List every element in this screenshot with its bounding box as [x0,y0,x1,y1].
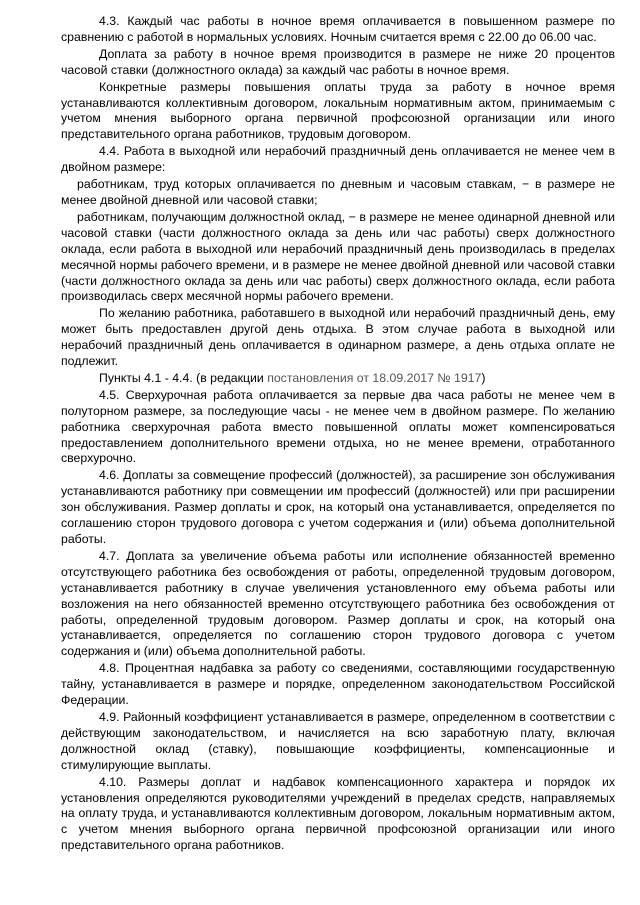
paragraph-hourly-workers: работникам, труд которых оплачивается по дневным и часовым ставкам, − в размере не менее двойной дневной или часовой ставки; [61,177,615,207]
paragraph-4-7: 4.7. Доплата за увеличение объема работы или исполнение обязанностей временно отсутствующего работника без освобождения от работы, определенной трудовым договором, устанавливается работнику в случае увеличения установленного ему объема работы или возложения на него обязанностей временно отсутствующего работника без освобождения от работы, определенной трудовым договором. Размер доплаты и срок, на который она устанавливается, определяется по соглашению сторон трудового договора с учетом содержания и (или) объема дополнительной работы. [61,548,615,659]
amendment-note [61,371,615,387]
paragraph-day-off: По желанию работника, работавшего в выходной или нерабочий праздничный день, ему может быть предоставлен другой день отдыха. В этом случае работа в выходной или нерабочий праздничный день оплачивается в одинарном размере, а день отдыха оплате не подлежит. [61,306,615,369]
paragraph-4-6: 4.6. Доплаты за совмещение профессий (должностей), за расширение зон обслуживания устанавливаются работнику при совмещении им профессий (должностей) или при расширении зон обслуживания. Размер доплаты и срок, на который она устанавливается, определяется по соглашению сторон трудового договора с учетом содержания и (или) объема дополнительной работы. [61,468,615,546]
paragraph-salaried-workers: работникам, получающим должностной оклад, − в размере не менее одинарной дневной или часовой ставки (части должностного оклада за день или час работы) сверх должностного оклада, если работа в выходной или нерабочий праздничный день производилась в пределах месячной нормы рабочего времени, и в размере не менее двойной дневной или часовой ставки (части должностного оклада за день или час работы) сверх должностного оклада, если работа производилась сверх месячной нормы рабочего времени. [61,209,615,304]
paragraph-night-pay: Доплата за работу в ночное время производится в размере не ниже 20 процентов часовой ставки (должностного оклада) за каждый час работы в ночное время. [61,46,615,77]
paragraph-4-9: 4.9. Районный коэффициент устанавливается в размере, определенном в соответствии с действующим законодательством, и начисляется на всю заработную плату, включая должностной оклад (ставку), повышающие коэффициенты, компенсационные и стимулирующие выплаты. [61,709,615,772]
amendment-suffix: ) [481,370,486,385]
paragraph-4-10: 4.10. Размеры доплат и надбавок компенсационного характера и порядок их установления определяются руководителями учреждений в пределах средств, направляемых на оплату труда, и устанавливаются коллективным договором, локальным нормативным актом, с учетом мнения выборного органа первичной профсоюзной организации или иного представительного органа работников. [61,774,615,853]
amendment-prefix: Пункты 4.1 - 4.4. (в редакции [99,370,268,385]
paragraph-4-4: 4.4. Работа в выходной или нерабочий праздничный день оплачивается не менее чем в двойном размере: [61,144,615,175]
paragraph-4-5: 4.5. Сверхурочная работа оплачивается за первые два часа работы не менее чем в полуторном размере, за последующие часы - не менее чем в двойном размере. По желанию работника сверхурочная работа вместо повышенной оплаты может компенсироваться предоставлением дополнительного времени отдыха, но не менее времени, отработанного сверхурочно. [61,387,615,466]
paragraph-4-8: 4.8. Процентная надбавка за работу со сведениями, составляющими государственную тайну, устанавливается в размере и порядке, определенном законодательством Российской Федерации. [61,661,615,708]
document-page [61,14,615,855]
paragraph-4-3: 4.3. Каждый час работы в ночное время оплачивается в повышенном размере по сравнению с работой в нормальных условиях. Ночным считается время с 22.00 до 06.00 час. [61,14,615,44]
paragraph-night-specific: Конкретные размеры повышения оплаты труда за работу в ночное время устанавливаются коллективным договором, локальным нормативным актом, принимаемым с учетом мнения выборного органа первичной профсоюзной организации или иного представительного органа работников, трудовым договором. [61,79,615,142]
amendment-link[interactable]: постановления от 18.09.2017 № 1917 [267,370,482,385]
